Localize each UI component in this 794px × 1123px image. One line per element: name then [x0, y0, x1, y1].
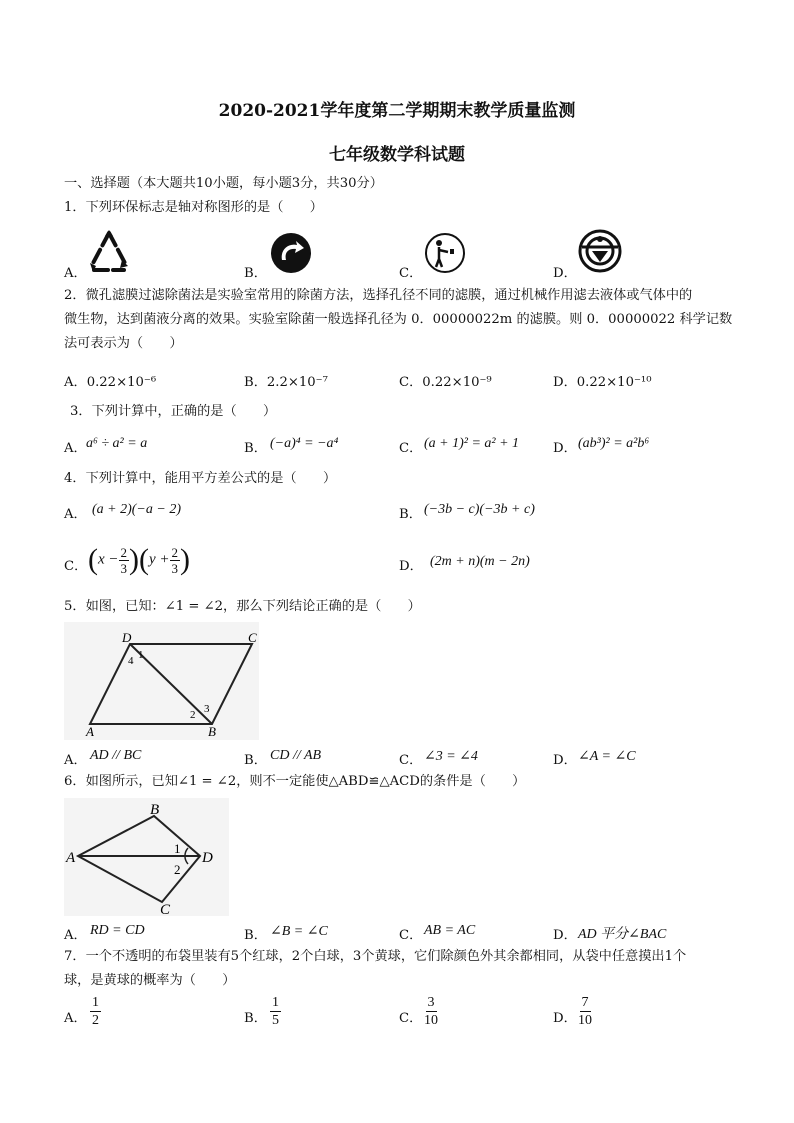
q6-option-d-expr: AD 平分∠BAC [578, 927, 667, 942]
q6-option-d-label: D． [553, 928, 577, 943]
q5-option-d-expr: ∠A = ∠C [578, 749, 636, 764]
q2-option-b: B．2.2×10⁻⁷ [244, 375, 328, 390]
black-circle-arrow-icon [270, 232, 312, 274]
q3-option-d-label: D． [553, 441, 577, 456]
q3-option-b-label: B． [244, 441, 267, 456]
q7-option-b-fraction: $\frac{1}{5}$ [272, 995, 279, 1028]
q2-option-c: C．0.22×10⁻⁹ [399, 375, 492, 390]
q5-label-1: 1 [138, 649, 144, 661]
q1-option-d-label: D． [553, 266, 577, 281]
exam-subtitle: 七年级数学科试题 [329, 145, 465, 165]
question-4-stem: 4．下列计算中，能用平方差公式的是（ ） [64, 471, 337, 486]
q4-option-c-label: C． [64, 559, 88, 574]
q4-option-d-label: D． [399, 559, 423, 574]
q1-option-b-label: B． [244, 266, 267, 281]
q3-option-b-expr: (−a)⁴ = −a⁴ [270, 436, 339, 451]
q7-option-c-fraction: $\frac{3}{10}$ [424, 995, 438, 1028]
q5-label-4: 4 [128, 655, 134, 667]
q7-option-b-label: B． [244, 1011, 267, 1026]
q4-option-c-expr: (x − $\frac{2}{3}$ )(y + $\frac{2}{3}$ ) [88, 543, 191, 576]
q5-label-d: D [122, 630, 132, 645]
q3-option-c-expr: (a + 1)² = a² + 1 [424, 436, 520, 451]
q6-option-b-label: B． [244, 928, 267, 943]
q1-option-a-label: A． [64, 266, 87, 281]
q6-label-2: 2 [174, 862, 181, 877]
q3-option-c-label: C． [399, 441, 423, 456]
q6-label-1: 1 [174, 841, 181, 856]
q7-option-a-fraction: $\frac{1}{2}$ [92, 995, 99, 1028]
q6-option-a-label: A． [64, 928, 87, 943]
question-7-stem-line-2: 球，是黄球的概率为（ ） [64, 973, 236, 988]
exam-title: 2020-2021学年度第二学期期末教学质量监测 [218, 101, 576, 121]
q3-option-a-expr: a⁶ ÷ a² = a [86, 436, 148, 451]
q7-option-d-fraction: $\frac{7}{10}$ [578, 995, 592, 1028]
q1-option-c-label: C． [399, 266, 423, 281]
q6-option-a-expr: RD = CD [90, 923, 145, 938]
q5-label-3: 3 [204, 703, 210, 715]
q7-option-a-label: A． [64, 1011, 87, 1026]
question-6-stem: 6．如图所示，已知∠1 = ∠2，则不一定能使△ABD≌△ACD的条件是（ ） [64, 774, 526, 789]
q5-parallelogram-figure [64, 622, 259, 740]
q5-option-a-expr: AD // BC [90, 748, 142, 763]
question-5-stem: 5．如图，已知：∠1 = ∠2，那么下列结论正确的是（ ） [64, 599, 421, 614]
q4-option-b-expr: (−3b − c)(−3b + c) [424, 502, 535, 517]
q3-option-a-label: A． [64, 441, 87, 456]
q4-option-b-label: B． [399, 507, 422, 522]
question-2-stem-line-1: 2．微孔滤膜过滤除菌法是实验室常用的除菌方法，选择孔径不同的滤膜，通过机械作用滤去液体或气体中的 [64, 288, 693, 303]
q4-option-a-label: A． [64, 507, 87, 522]
q6-option-b-expr: ∠B = ∠C [270, 924, 328, 939]
q7-option-d-label: D． [553, 1011, 577, 1026]
q7-option-c-label: C． [399, 1011, 423, 1026]
q5-label-a: A [86, 724, 94, 739]
question-1-stem: 1．下列环保标志是轴对称图形的是（ ） [64, 200, 323, 215]
q3-option-d-expr: (ab³)² = a²b⁶ [578, 436, 650, 451]
q5-option-c-label: C． [399, 753, 423, 768]
q6-option-c-label: C． [399, 928, 423, 943]
q5-option-b-expr: CD // AB [270, 748, 322, 763]
green-food-logo-icon [578, 229, 622, 273]
section-heading: 一、选择题（本大题共10小题，每小题3分，共30分） [64, 176, 383, 191]
q5-option-a-label: A． [64, 753, 87, 768]
q6-label-d: D [202, 850, 213, 866]
q4-option-a-expr: (a + 2)(−a − 2) [92, 502, 181, 517]
question-2-stem-line-3: 法可表示为（ ） [64, 336, 183, 351]
q5-option-b-label: B． [244, 753, 267, 768]
q2-option-d: D．0.22×10⁻¹⁰ [553, 375, 652, 390]
q6-option-c-expr: AB = AC [424, 923, 476, 938]
q5-label-b: B [208, 724, 216, 739]
q5-option-c-expr: ∠3 = ∠4 [424, 749, 478, 764]
question-7-stem-line-1: 7．一个不透明的布袋里装有5个红球，2个白球，3个黄球，它们除颜色外其余都相同，从袋中任意摸出1个 [64, 949, 687, 964]
q2-option-a: A．0.22×10⁻⁶ [64, 375, 157, 390]
question-2-stem-line-2: 微生物，达到菌液分离的效果。实验室除菌一般选择孔径为 0．00000022m 的滤膜。则 0．00000022 科学记数 [64, 312, 733, 327]
q6-kite-figure [64, 798, 229, 916]
q6-label-b: B [150, 802, 160, 818]
q5-option-d-label: D． [553, 753, 577, 768]
q5-label-2: 2 [190, 709, 196, 721]
q5-label-c: C [248, 630, 257, 645]
question-3-stem: 3．下列计算中，正确的是（ ） [70, 404, 277, 419]
q6-label-a: A [66, 850, 76, 866]
q6-label-c: C [160, 902, 171, 916]
q4-option-d-expr: (2m + n)(m − 2n) [430, 554, 530, 569]
person-throwing-trash-icon [424, 232, 466, 274]
recycle-arrows-icon [86, 230, 132, 274]
